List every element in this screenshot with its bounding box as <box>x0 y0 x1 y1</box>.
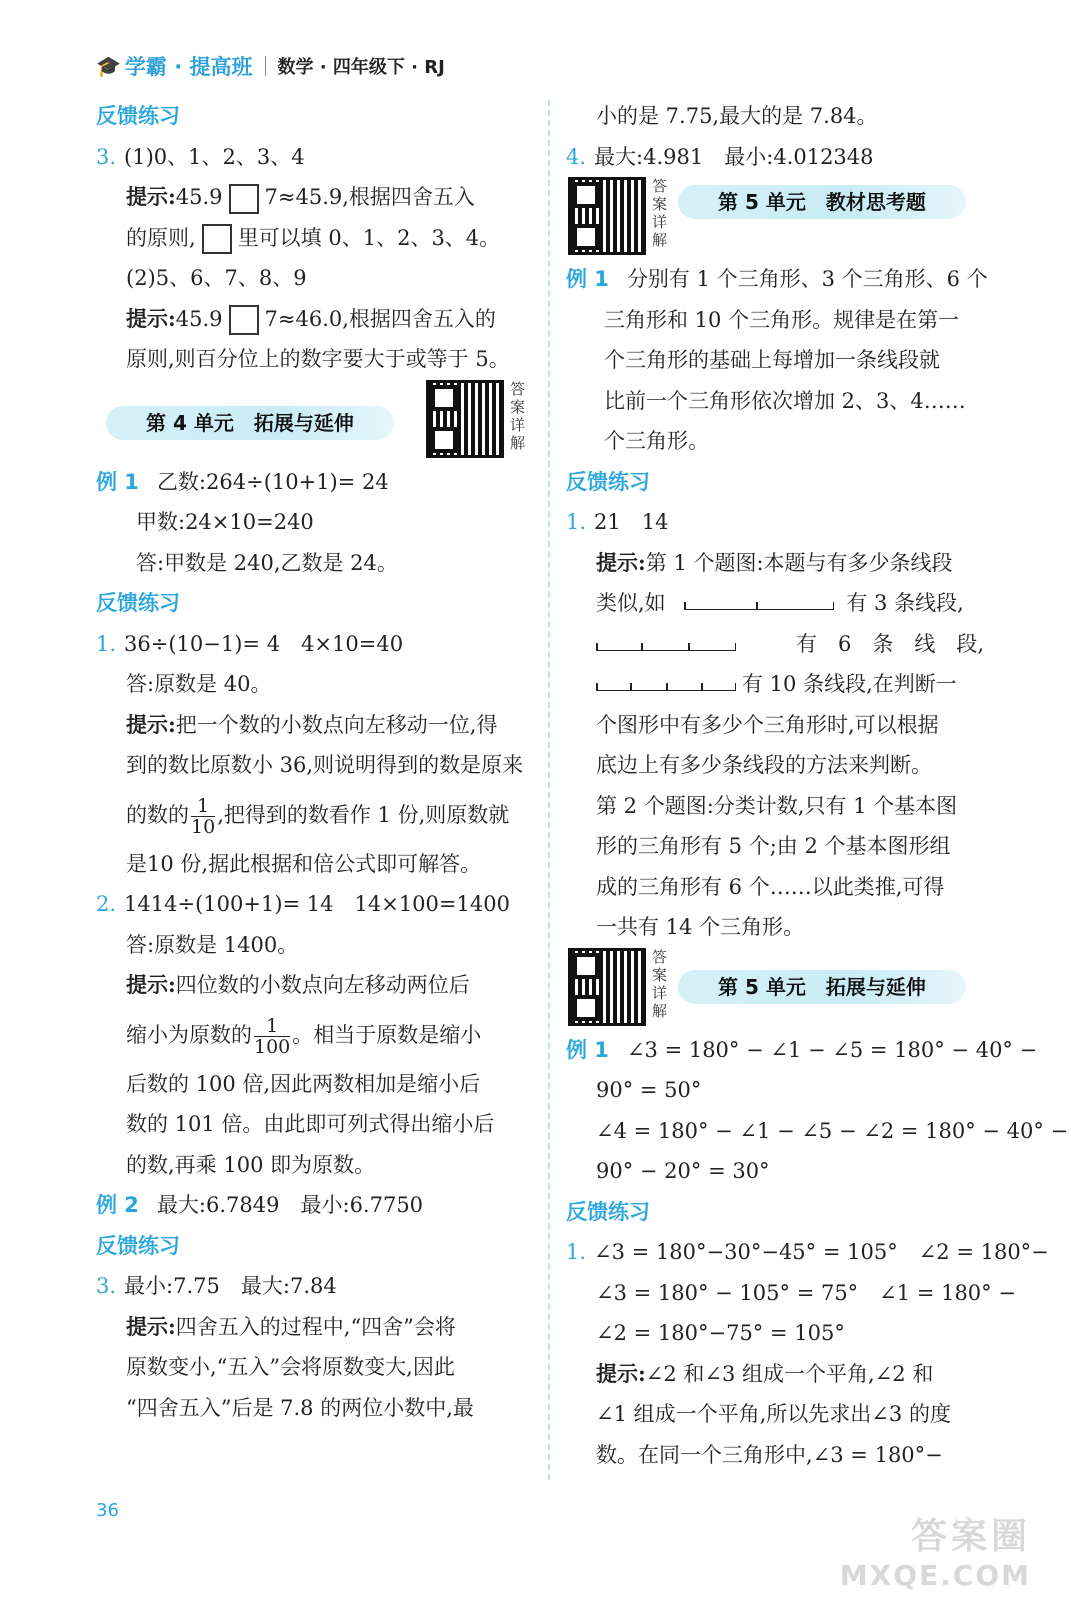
example-text: ∠4 = 180° − ∠1 − ∠5 − ∠2 = 180° − 40° − <box>596 1118 1069 1143</box>
unit-title: 第 5 单元 拓展与延伸 <box>678 970 966 1004</box>
answer-text: 答:原数是 1400。 <box>126 932 299 957</box>
hint-text: 到的数比原数小 36,则说明得到的数是原来 <box>126 753 524 777</box>
example-line <box>96 462 536 503</box>
feedback-heading: 反馈练习 <box>566 469 650 494</box>
line-segment-figure <box>596 680 736 691</box>
hint-text: 把一个数的小数点向左移动一位,得 <box>175 712 498 737</box>
example-label: 例 1 <box>566 1037 609 1062</box>
fraction-denominator: 100 <box>254 1035 291 1058</box>
feedback-heading: 反馈练习 <box>96 104 180 128</box>
example-line <box>96 1185 536 1226</box>
example-text: ∠3 = 180° − ∠1 − ∠5 = 180° − 40° − <box>626 1037 1038 1062</box>
hint-text: 类似,如 <box>596 591 666 615</box>
hint-text: 有 3 条线段, <box>846 591 964 615</box>
example-text: 三角形和 10 个三角形。规律是在第一 <box>604 307 960 332</box>
hint-text: 7≈45.9,根据四舍五入 <box>264 185 475 209</box>
hint-text: 里可以填 0、1、2、3、4。 <box>237 225 501 250</box>
left-column <box>96 96 536 1428</box>
hint-line <box>96 177 536 218</box>
qr-code-icon[interactable] <box>568 177 646 255</box>
page-number: 36 <box>96 1500 119 1521</box>
feedback-heading: 反馈练习 <box>96 591 180 615</box>
item-number: 3. <box>96 1274 117 1298</box>
item-number: 1. <box>96 631 117 656</box>
unit-title: 第 5 单元 教材思考题 <box>678 185 966 219</box>
qr-label: 答案详解 <box>652 177 668 249</box>
hint-text: 形的三角形有 5 个;由 2 个基本图形组 <box>596 834 951 858</box>
hint-text: 后数的 100 倍,因此两数相加是缩小后 <box>126 1071 481 1096</box>
qr-label: 答案详解 <box>652 947 668 1020</box>
example-text: 个三角形的基础上每增加一条线段就 <box>604 348 940 372</box>
example-text: 个三角形。 <box>604 429 709 453</box>
answer-item <box>96 624 536 665</box>
hint-line <box>96 299 536 340</box>
hint-text: 原则,则百分位上的数字要大于或等于 5。 <box>126 347 510 371</box>
fraction <box>254 1016 290 1057</box>
hint-text: 第 1 个题图:本题与有多少条线段 <box>645 550 953 575</box>
brand-logo <box>96 51 253 81</box>
hint-line <box>96 1307 536 1348</box>
hint-line <box>96 965 536 1006</box>
example-line <box>566 1030 1038 1071</box>
unit-header <box>566 948 986 1030</box>
hint-line <box>566 583 986 624</box>
answer-text: 最小:7.75 最大:7.84 <box>124 1274 337 1298</box>
hint-text: 有 6 条 线 段, <box>796 631 985 656</box>
hint-label: 提示: <box>126 184 176 209</box>
hint-line <box>566 1354 986 1395</box>
feedback-heading: 反馈练习 <box>96 1233 180 1258</box>
blank-box <box>202 224 232 254</box>
item-number: 3. <box>96 144 117 169</box>
answer-item <box>96 884 536 925</box>
hint-text: 的数,再乘 100 即为原数。 <box>126 1152 376 1177</box>
hint-text: 四舍五入的过程中,“四舍”会将 <box>175 1314 456 1339</box>
item-number: 4. <box>566 144 587 169</box>
example-text: 比前一个三角形依次增加 2、3、4…… <box>604 388 966 413</box>
brand-name: 学霸 · 提高班 <box>124 55 253 79</box>
line-segment-figure <box>684 599 834 610</box>
answer-text: (2)5、6、7、8、9 <box>126 266 307 290</box>
hint-text: 是10 份,据此根据和倍公式即可解答。 <box>126 851 482 876</box>
page-header <box>96 46 445 86</box>
hint-text: “四舍五入”后是 7.8 的两位小数中,最 <box>126 1395 474 1420</box>
hint-line <box>566 543 986 584</box>
hint-text: 个图形中有多少个三角形时,可以根据 <box>596 712 939 737</box>
answer-text: 答:原数是 40。 <box>126 672 272 696</box>
hint-text: 四位数的小数点向左移动两位后 <box>175 973 470 997</box>
fraction-numerator: 1 <box>266 1014 279 1037</box>
hint-text: ,把得到的数看作 1 份,则原数就 <box>217 802 510 827</box>
hint-label: 提示: <box>126 972 176 997</box>
answer-item <box>96 137 536 178</box>
answer-text: 21 14 <box>594 510 669 534</box>
answer-text: ∠3 = 180°−30°−45° = 105° ∠2 = 180°− <box>594 1240 1049 1264</box>
example-text: 最大:6.7849 最小:6.7750 <box>156 1193 424 1217</box>
hint-text: 数的 101 倍。由此即可列式得出缩小后 <box>126 1112 495 1136</box>
hint-line <box>96 786 536 844</box>
hint-text: 第 2 个题图:分类计数,只有 1 个基本图 <box>596 793 958 818</box>
example-label: 例 1 <box>96 469 139 494</box>
qr-label: 答案详解 <box>510 379 526 452</box>
hint-text: 数。在同一个三角形中,∠3 = 180°− <box>596 1442 943 1467</box>
subject-title: 数学 · 四年级下 · RJ <box>277 57 445 78</box>
hint-line <box>566 624 986 665</box>
example-text: 90° − 20° = 30° <box>596 1159 770 1183</box>
hint-line <box>96 1006 536 1064</box>
example-text: 90° = 50° <box>596 1078 702 1102</box>
answer-text: 36÷(10−1)= 4 4×10=40 <box>124 631 404 656</box>
hint-text: ∠1 组成一个平角,所以先求出∠3 的度 <box>596 1402 951 1426</box>
answer-text: ∠3 = 180° − 105° = 75° ∠1 = 180° − <box>596 1280 1016 1305</box>
example-label: 例 2 <box>96 1193 139 1217</box>
column-divider <box>548 100 550 1480</box>
hint-label: 提示: <box>126 1313 176 1339</box>
hint-text: ∠2 和∠3 组成一个平角,∠2 和 <box>645 1361 934 1386</box>
watermark-url: MXQE.COM <box>839 1559 1031 1592</box>
qr-code-icon[interactable] <box>426 380 504 458</box>
item-number: 2. <box>96 892 117 916</box>
unit-header <box>96 380 536 462</box>
example-text: 乙数:264÷(10+1)= 24 <box>156 469 389 494</box>
answer-text: 小的是 7.75,最大的是 7.84。 <box>596 104 878 128</box>
example-text: 甲数:24×10=240 <box>136 510 314 534</box>
item-number: 1. <box>566 510 587 534</box>
example-line <box>566 259 986 300</box>
answer-item <box>566 137 986 178</box>
hint-text: 的数的 <box>126 802 189 827</box>
qr-code-icon[interactable] <box>568 948 646 1026</box>
fraction-numerator: 1 <box>197 794 210 817</box>
example-text: 分别有 1 个三角形、3 个三角形、6 个 <box>626 267 988 291</box>
hint-line <box>566 664 986 705</box>
item-number: 1. <box>566 1240 587 1264</box>
line-segment-figure <box>596 640 736 651</box>
hint-text: 45.9 <box>175 185 223 209</box>
answer-item <box>96 1266 536 1307</box>
header-separator <box>265 56 266 76</box>
fraction-denominator: 10 <box>191 815 216 838</box>
hint-label: 提示: <box>596 1360 646 1386</box>
hint-label: 提示: <box>596 549 646 575</box>
answer-item <box>566 1232 1049 1273</box>
answer-item <box>566 502 986 543</box>
hint-line <box>96 218 536 259</box>
hint-text: 一共有 14 个三角形。 <box>596 915 805 939</box>
hint-text: 缩小为原数的 <box>126 1022 252 1047</box>
blank-box <box>229 184 259 214</box>
answer-text: 最大:4.981 最小:4.012348 <box>594 144 874 169</box>
example-label: 例 1 <box>566 267 609 291</box>
unit-title: 第 4 单元 拓展与延伸 <box>106 406 394 440</box>
hint-text: 原数变小,“五入”会将原数变大,因此 <box>126 1355 455 1379</box>
hint-text: 7≈46.0,根据四舍五入的 <box>264 306 496 331</box>
fraction <box>191 796 215 837</box>
feedback-heading: 反馈练习 <box>566 1199 650 1224</box>
hint-label: 提示: <box>126 305 176 331</box>
hint-text: 有 10 条线段,在判断一 <box>742 672 957 696</box>
graduation-cap-icon: 🎓 <box>96 54 121 78</box>
right-column <box>566 96 1069 1475</box>
hint-text: 45.9 <box>175 306 223 331</box>
hint-line <box>96 705 536 746</box>
hint-text: 成的三角形有 6 个……以此类推,可得 <box>596 874 945 899</box>
hint-text: 的原则, <box>126 225 196 250</box>
hint-text: 底边上有多少条线段的方法来判断。 <box>596 753 932 777</box>
example-text: 答:甲数是 240,乙数是 24。 <box>136 550 398 575</box>
hint-label: 提示: <box>126 711 176 737</box>
unit-header <box>566 177 986 259</box>
watermark <box>840 1508 1031 1592</box>
watermark-text: 答案圈 <box>910 1516 1031 1557</box>
answer-text: (1)0、1、2、3、4 <box>124 144 305 169</box>
blank-box <box>229 305 259 335</box>
answer-text: ∠2 = 180°−75° = 105° <box>596 1321 845 1345</box>
answer-text: 1414÷(100+1)= 14 14×100=1400 <box>124 892 510 916</box>
hint-text: 。相当于原数是缩小 <box>292 1022 482 1047</box>
